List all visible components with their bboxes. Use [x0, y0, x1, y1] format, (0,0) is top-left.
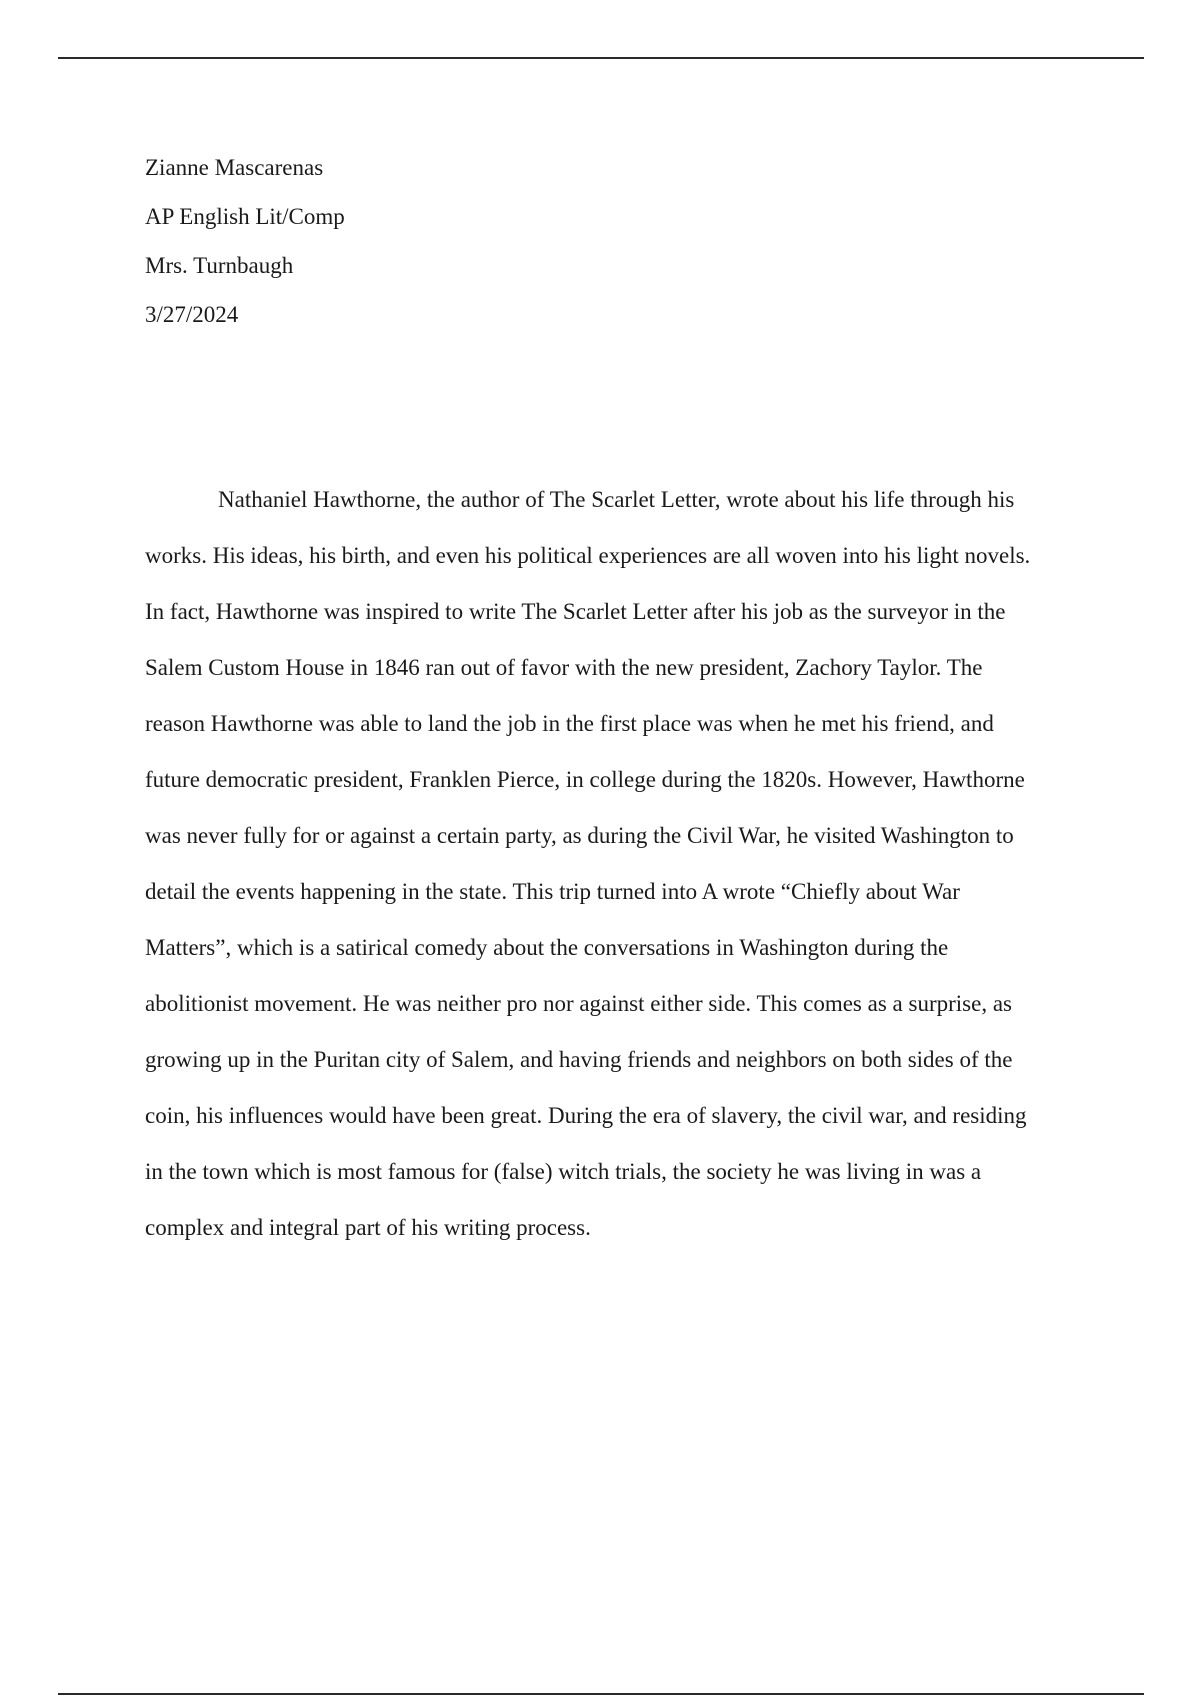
- paragraph-line: works. His ideas, his birth, and even his political experiences are all woven into his light novels.: [145, 543, 1031, 568]
- paragraph-line: coin, his influences would have been great. During the era of slavery, the civil war, and residing: [145, 1103, 1027, 1128]
- paragraph-line: growing up in the Puritan city of Salem, and having friends and neighbors on both sides of the: [145, 1047, 1013, 1072]
- top-rule: [58, 57, 1144, 59]
- bottom-rule: [58, 1693, 1144, 1695]
- paragraph-line: Matters”, which is a satirical comedy about the conversations in Washington during the: [145, 935, 949, 960]
- student-name: Zianne Mascarenas: [145, 155, 324, 180]
- paragraph-line: abolitionist movement. He was neither pro nor against either side. This comes as a surprise, as: [145, 991, 1012, 1016]
- paragraph-line: Nathaniel Hawthorne, the author of The Scarlet Letter, wrote about his life through his: [218, 487, 1015, 512]
- paragraph-line: detail the events happening in the state. This trip turned into A wrote “Chiefly about War: [145, 879, 960, 904]
- paragraph-line: reason Hawthorne was able to land the job in the first place was when he met his friend, and: [145, 711, 994, 736]
- paragraph-line: was never fully for or against a certain party, as during the Civil War, he visited Washington to: [145, 823, 1014, 848]
- teacher-name: Mrs. Turnbaugh: [145, 253, 294, 278]
- paragraph-line: Salem Custom House in 1846 ran out of favor with the new president, Zachory Taylor. The: [145, 655, 983, 680]
- paragraph-line: in the town which is most famous for (false) witch trials, the society he was living in was a: [145, 1159, 982, 1184]
- essay-heading: [145, 143, 345, 339]
- paragraph-line: In fact, Hawthorne was inspired to write The Scarlet Letter after his job as the surveyor in the: [145, 599, 1006, 624]
- course-name: AP English Lit/Comp: [145, 204, 345, 229]
- essay-paragraph: [145, 480, 1080, 1264]
- paragraph-line: complex and integral part of his writing process.: [145, 1215, 591, 1240]
- paragraph-line: future democratic president, Franklen Pierce, in college during the 1820s. However, Hawthorne: [145, 767, 1025, 792]
- essay-date: 3/27/2024: [145, 302, 239, 327]
